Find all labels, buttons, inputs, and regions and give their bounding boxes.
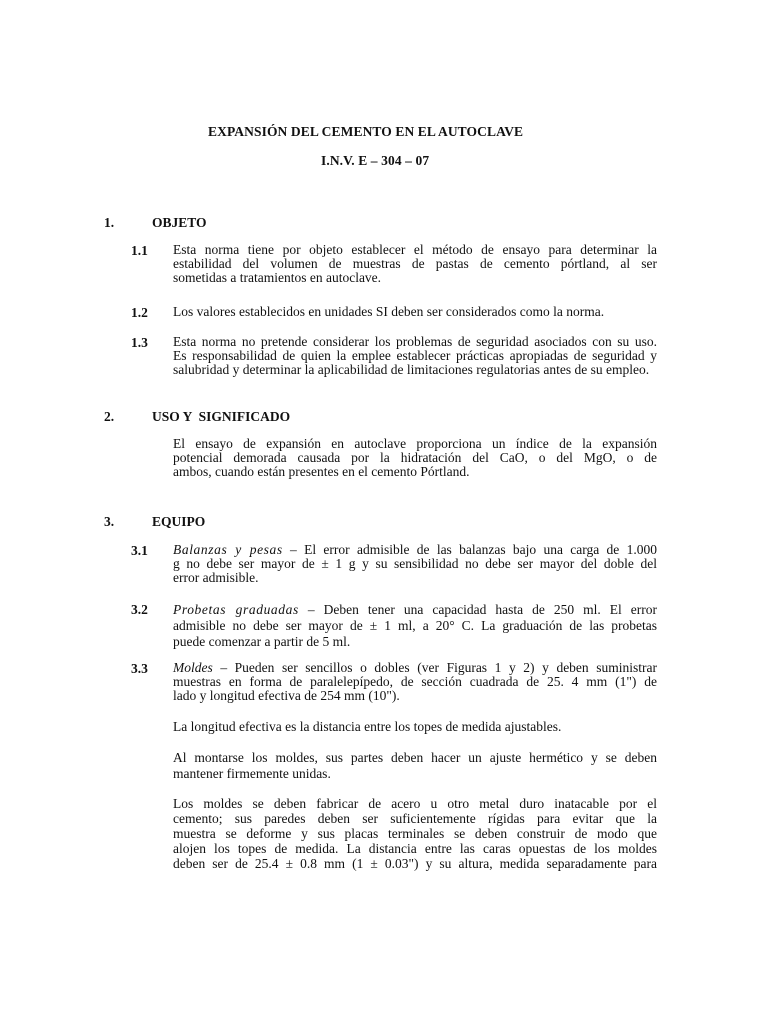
text-line: estabilidad del volumen de muestras de pastas de cemento pórtland, al ser bbox=[173, 256, 657, 271]
subsection-text bbox=[173, 543, 657, 585]
text-line: salubridad y determinar la aplicabilidad de limitaciones regulatorias antes de su empleo. bbox=[173, 362, 650, 377]
paragraph bbox=[173, 796, 657, 871]
text-line bbox=[173, 661, 657, 675]
section-number: 3. bbox=[104, 514, 115, 529]
text-fragment: – Deben tener una capacidad hasta de 250 ml. El error bbox=[298, 602, 657, 617]
text-line: ambos, cuando están presentes en el cemento Pórtland. bbox=[173, 464, 470, 479]
text-line: deben ser de 25.4 ± 0.8 mm (1 ± 0.03") y su altura, medida separadamente para bbox=[173, 856, 657, 871]
section-title: OBJETO bbox=[152, 215, 207, 230]
section-title: EQUIPO bbox=[152, 514, 206, 529]
text-line: Esta norma no pretende considerar los problemas de seguridad asociados con su uso. bbox=[173, 334, 657, 349]
text-line: sometidas a tratamientos en autoclave. bbox=[173, 270, 382, 285]
subsection-text bbox=[173, 661, 657, 703]
text-line: potencial demorada causada por la hidratación del CaO, o del MgO, o de bbox=[173, 450, 657, 465]
subsection-text bbox=[173, 602, 657, 650]
text-line: Los moldes se deben fabricar de acero u otro metal duro inatacable por el bbox=[173, 796, 657, 811]
text-line bbox=[173, 602, 657, 618]
text-fragment: – Pueden ser sencillos o dobles (ver Figuras 1 y 2) y deben suministrar bbox=[212, 660, 657, 675]
paragraph bbox=[173, 750, 657, 782]
text-line: alojen los topes de medida. La distancia entre las caras opuestas de los moldes bbox=[173, 841, 657, 856]
section-number: 1. bbox=[104, 215, 115, 230]
text-line: admisible no debe ser mayor de ± 1 ml, a 20° C. La graduación de las probetas bbox=[173, 618, 657, 633]
text-line: cemento; sus paredes deben ser suficientemente rígidas para evitar que la bbox=[173, 811, 657, 826]
text-line: error admisible. bbox=[173, 570, 259, 585]
subsection-number: 1.3 bbox=[131, 335, 148, 350]
subsection-term: Probetas graduadas bbox=[173, 602, 299, 617]
subsection-text bbox=[173, 335, 657, 377]
subsection-term: Balanzas y pesas bbox=[173, 542, 283, 557]
subsection-number: 3.3 bbox=[131, 661, 148, 676]
subsection-number: 3.2 bbox=[131, 602, 148, 617]
document-code: I.N.V. E – 304 – 07 bbox=[321, 153, 430, 168]
subsection-text bbox=[173, 305, 657, 319]
text-line: El ensayo de expansión en autoclave proporciona un índice de la expansión bbox=[173, 436, 657, 451]
subsection-term: Moldes bbox=[173, 660, 213, 675]
text-line: muestras en forma de paralelepípedo, de sección cuadrada de 25. 4 mm (1") de bbox=[173, 674, 657, 689]
text-line: mantener firmemente unidas. bbox=[173, 766, 331, 781]
section-title: USO Y SIGNIFICADO bbox=[152, 409, 291, 424]
text-line: Esta norma tiene por objeto establecer el método de ensayo para determinar la bbox=[173, 242, 657, 257]
text-line: puede comenzar a partir de 5 ml. bbox=[173, 634, 351, 649]
subsection-text bbox=[173, 243, 657, 285]
text-line: Los valores establecidos en unidades SI deben ser considerados como la norma. bbox=[173, 304, 605, 319]
subsection-number: 3.1 bbox=[131, 543, 148, 558]
subsection-number: 1.2 bbox=[131, 305, 148, 320]
document-title: EXPANSIÓN DEL CEMENTO EN EL AUTOCLAVE bbox=[208, 124, 524, 139]
paragraph bbox=[173, 720, 657, 734]
text-line bbox=[173, 543, 657, 557]
text-line: Es responsabilidad de quien la emplee establecer prácticas apropiadas de seguridad y bbox=[173, 348, 657, 363]
subsection-number: 1.1 bbox=[131, 243, 148, 258]
text-line: lado y longitud efectiva de 254 mm (10"). bbox=[173, 688, 400, 703]
text-line: muestra se deforme y sus placas terminales se deben construir de modo que bbox=[173, 826, 657, 841]
text-line: g no debe ser mayor de ± 1 g y su sensibilidad no debe ser mayor del doble del bbox=[173, 556, 657, 571]
section-number: 2. bbox=[104, 409, 115, 424]
section-body bbox=[173, 437, 657, 479]
text-line: La longitud efectiva es la distancia entre los topes de medida ajustables. bbox=[173, 719, 562, 734]
text-line: Al montarse los moldes, sus partes deben hacer un ajuste hermético y se deben bbox=[173, 750, 657, 765]
text-fragment: – El error admisible de las balanzas bajo una carga de 1.000 bbox=[282, 542, 657, 557]
